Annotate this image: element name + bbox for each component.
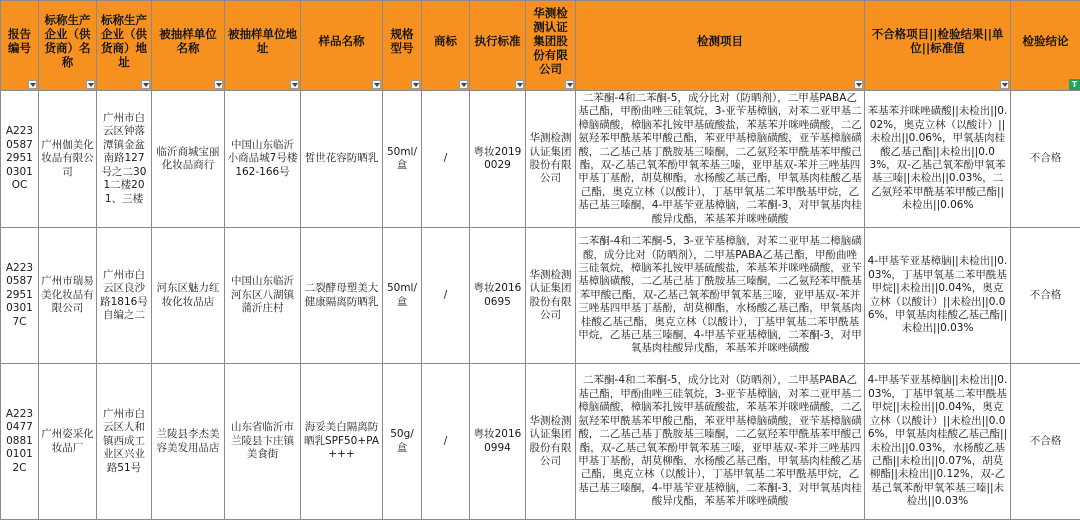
col-header-brand bbox=[422, 1, 470, 91]
col-header-report-no bbox=[1, 1, 39, 91]
cell-report-no[interactable]: A223058729510301OC bbox=[1, 91, 39, 228]
cell-test-items[interactable]: 二苯酮-4和二苯酮-5，成分比对（防晒剂），二甲基PABA乙基己酯，甲酚曲唑三硅氧烷，3-亚苄基樟脑，对苯二亚甲基二樟脑磺酸，樟脑苯扎铵甲基硫酸盐，苯基苯并咪唑磺酸，二乙氨羟苯甲酰基苯甲酸己酯，苯亚甲基樟脑磺酸，亚苄基樟脑磺酸，二乙基己基丁酰胺基三嗪酮，二乙氨羟苯甲酰基苯甲酸己酯，双-乙基己氧苯酚甲氧苯基三嗪，亚甲基双-苯并三唑基四甲基丁基酚，胡莫柳酯，水杨酸乙基己酯，甲氧基肉桂酸乙基己酯，奥克立林（以酸计），丁基甲氧基二苯甲酰基甲烷，乙基己基三嗪酮，4-甲基苄亚基樟脑，二苯酮-3，对甲氧基肉桂酸异戊酯，苯基苯并咪唑磺酸 bbox=[576, 364, 865, 520]
cell-standard[interactable]: 粤妆20160994 bbox=[470, 364, 526, 520]
cell-brand[interactable]: / bbox=[422, 91, 470, 228]
filter-dropdown-icon[interactable] bbox=[372, 80, 381, 89]
col-header-label: 检测项目 bbox=[697, 33, 743, 48]
cell-maker[interactable]: 广州伽美化妆品有限公司 bbox=[39, 91, 97, 228]
col-header-sampled-unit bbox=[152, 1, 225, 91]
cell-lab[interactable]: 华测检测认证集团股份有限公司 bbox=[526, 364, 576, 520]
cell-sampled-unit[interactable]: 兰陵县李杰美容美发用品店 bbox=[152, 364, 225, 520]
cell-maker-addr[interactable]: 广州市白云区钟落潭镇金盆南路127号之二301二楼201、三楼 bbox=[97, 91, 152, 228]
filter-dropdown-icon[interactable] bbox=[141, 80, 150, 89]
cell-maker-addr[interactable]: 广州市白云区人和镇西成工业区兴业路51号 bbox=[97, 364, 152, 520]
table-row bbox=[1, 228, 1080, 364]
cell-conclusion[interactable]: 不合格 bbox=[1011, 228, 1080, 364]
filter-dropdown-icon[interactable] bbox=[214, 80, 223, 89]
cell-lab[interactable]: 华测检测认证集团股份有限公司 bbox=[526, 91, 576, 228]
cell-maker[interactable]: 广州市瑞易美化妆品有限公司 bbox=[39, 228, 97, 364]
col-header-test-items bbox=[576, 1, 865, 91]
cell-report-no[interactable]: A223047708810101 2C bbox=[1, 364, 39, 520]
cell-fail-items[interactable]: 4-甲基苄亚基樟脑||未检出||0.03%，丁基甲氧基二苯甲酰基甲烷||未检出||0.04%，奥克立林（以酸计）||未检出||0.06%，甲氧基肉桂酸乙基己酯||未检出||0.03% bbox=[865, 228, 1011, 364]
filter-dropdown-icon[interactable] bbox=[565, 80, 574, 89]
col-header-label: 不合格项目||检验结果||单位||标准值 bbox=[871, 26, 1004, 55]
col-header-maker bbox=[39, 1, 97, 91]
filter-dropdown-icon[interactable] bbox=[86, 80, 95, 89]
col-header-label: 报告编号 bbox=[8, 26, 31, 55]
table-row bbox=[1, 91, 1080, 228]
cell-test-items[interactable]: 二苯酮-4和二苯酮-5，成分比对（防晒剂），二甲基PABA乙基己酯，甲酚曲唑三硅氧烷，3-亚苄基樟脑，对苯二亚甲基二樟脑磺酸，樟脑苯扎铵甲基硫酸盐，苯基苯并咪唑磺酸，二乙氨羟苯甲酰基苯甲酸己酯，苯亚甲基樟脑磺酸，亚苄基樟脑磺酸，二乙基己基丁酰胺基三嗪酮，二乙氨羟苯甲酰基苯甲酸己酯，双-乙基己氧苯酚甲氧苯基三嗪，亚甲基双-苯并三唑基四甲基丁基酚，胡莫柳酯，水杨酸乙基己酯，甲氧基肉桂酸乙基己酯，奥克立林（以酸计），丁基甲氧基二苯甲酰基甲烷，乙基己基三嗪酮，4-甲基苄亚基樟脑，二苯酮-3，对甲氧基肉桂酸异戊酯，苯基苯并咪唑磺酸 bbox=[576, 91, 865, 228]
filter-dropdown-icon[interactable] bbox=[515, 80, 524, 89]
filter-dropdown-icon[interactable] bbox=[411, 80, 420, 89]
filter-dropdown-icon[interactable] bbox=[459, 80, 468, 89]
cell-spec[interactable]: 50ml/盒 bbox=[383, 91, 422, 228]
corner-marker-icon: T bbox=[1069, 79, 1080, 90]
col-header-lab bbox=[526, 1, 576, 91]
cell-standard[interactable]: 粤妆20160695 bbox=[470, 228, 526, 364]
cell-sample-name[interactable]: 皙世花容防晒乳 bbox=[301, 91, 383, 228]
filter-dropdown-icon[interactable] bbox=[1000, 80, 1009, 89]
cell-sampled-unit[interactable]: 河东区魅力红妆化妆品店 bbox=[152, 228, 225, 364]
cell-conclusion[interactable]: 不合格 bbox=[1011, 364, 1080, 520]
cell-sampled-addr[interactable]: 山东省临沂市兰陵县卞庄镇美食街 bbox=[225, 364, 301, 520]
col-header-sample-name bbox=[301, 1, 383, 91]
cell-sampled-addr[interactable]: 中国山东临沂河东区八湖镇蒲沂庄村 bbox=[225, 228, 301, 364]
cell-spec[interactable]: 50g/盒 bbox=[383, 364, 422, 520]
cell-maker-addr[interactable]: 广州市白云区良沙路1816号自编之二 bbox=[97, 228, 152, 364]
col-header-conclusion bbox=[1011, 1, 1080, 91]
col-header-label: 被抽样单位地址 bbox=[228, 26, 297, 55]
cell-lab[interactable]: 华测检测认证集团股份有限公司 bbox=[526, 228, 576, 364]
filter-dropdown-icon[interactable] bbox=[290, 80, 299, 89]
filter-dropdown-icon[interactable] bbox=[854, 80, 863, 89]
col-header-label: 华测检测认证集团股份有限公司 bbox=[533, 5, 568, 76]
header-row bbox=[1, 1, 1080, 91]
col-header-label: 商标 bbox=[434, 33, 457, 48]
cell-fail-items[interactable]: 4-甲基苄亚基樟脑||未检出||0.03%，丁基甲氧基二苯甲酰基甲烷||未检出||0.04%，奥克立林（以酸计）||未检出||0.06%，甲氧基肉桂酸乙基己酯||未检出||0.03%，水杨酸乙基己酯||未检出||0.07%，胡莫柳酯||未检出||0.12%，双-乙基己氧苯酚甲氧苯基三嗪||未检出||0.03% bbox=[865, 364, 1011, 520]
col-header-maker-addr bbox=[97, 1, 152, 91]
col-header-label: 执行标准 bbox=[474, 33, 521, 48]
cell-standard[interactable]: 粤妆20190029 bbox=[470, 91, 526, 228]
col-header-label: 标称生产企业（供货商）名称 bbox=[44, 12, 91, 69]
cell-brand[interactable]: / bbox=[422, 364, 470, 520]
filter-dropdown-icon[interactable] bbox=[28, 80, 37, 89]
cell-test-items[interactable]: 二苯酮-4和二苯酮-5，3-亚苄基樟脑，对苯二亚甲基二樟脑磺酸，成分比对（防晒剂），二甲基PABA乙基己酯，甲酚曲唑三硅氧烷，樟脑苯扎铵甲基硫酸盐，苯基苯并咪唑磺酸，亚苄基樟脑磺酸，二乙基己基丁酰胺基三嗪酮，二乙氨羟苯甲酰基苯甲酸己酯，双-乙基己氧苯酚甲氧苯基三嗪，亚甲基双-苯并三唑基四甲基丁基酚，胡莫柳酯，水杨酸乙基己酯，甲氧基肉桂酸乙基己酯，奥克立林（以酸计），丁基甲氧基二苯甲酰基甲烷，乙基己基三嗪酮，4-甲基苄亚基樟脑，二苯酮-3，对甲氧基肉桂酸异戊酯，苯基苯并咪唑磺酸 bbox=[576, 228, 865, 364]
cell-conclusion[interactable]: 不合格 bbox=[1011, 91, 1080, 228]
col-header-label: 检验结论 bbox=[1022, 33, 1069, 48]
col-header-fail-items bbox=[865, 1, 1011, 91]
col-header-label: 规格型号 bbox=[390, 26, 414, 55]
cell-brand[interactable]: / bbox=[422, 228, 470, 364]
cell-sampled-unit[interactable]: 临沂商城宝丽化妆品商行 bbox=[152, 91, 225, 228]
col-header-standard bbox=[470, 1, 526, 91]
col-header-spec bbox=[383, 1, 422, 91]
cell-sample-name[interactable]: 海妥美白隔离防晒乳SPF50+PA+++ bbox=[301, 364, 383, 520]
col-header-sampled-addr bbox=[225, 1, 301, 91]
col-header-label: 样品名称 bbox=[318, 33, 365, 48]
col-header-label: 标称生产企业（供货商）地址 bbox=[101, 12, 147, 69]
cell-sampled-addr[interactable]: 中国山东临沂小商品城7号楼162-166号 bbox=[225, 91, 301, 228]
table-row bbox=[1, 364, 1080, 520]
cell-maker[interactable]: 广州姿采化妆品厂 bbox=[39, 364, 97, 520]
cell-sample-name[interactable]: 二裂酵母塑美大健康隔离防晒乳 bbox=[301, 228, 383, 364]
cell-report-no[interactable]: A223058729510301 7C bbox=[1, 228, 39, 364]
col-header-label: 被抽样单位名称 bbox=[159, 26, 217, 55]
cell-spec[interactable]: 50ml/盒 bbox=[383, 228, 422, 364]
cell-fail-items[interactable]: 苯基苯并咪唑磺酸||未检出||0.02%，奥克立林（以酸计）||未检出||0.06%，甲氧基肉桂酸乙基己酯||未检出||0.03%，双-乙基己氧苯酚甲氧苯基三嗪||未检出||0.03%，二乙氨羟苯甲酰基苯甲酸己酯||未检出||0.06% bbox=[865, 91, 1011, 228]
